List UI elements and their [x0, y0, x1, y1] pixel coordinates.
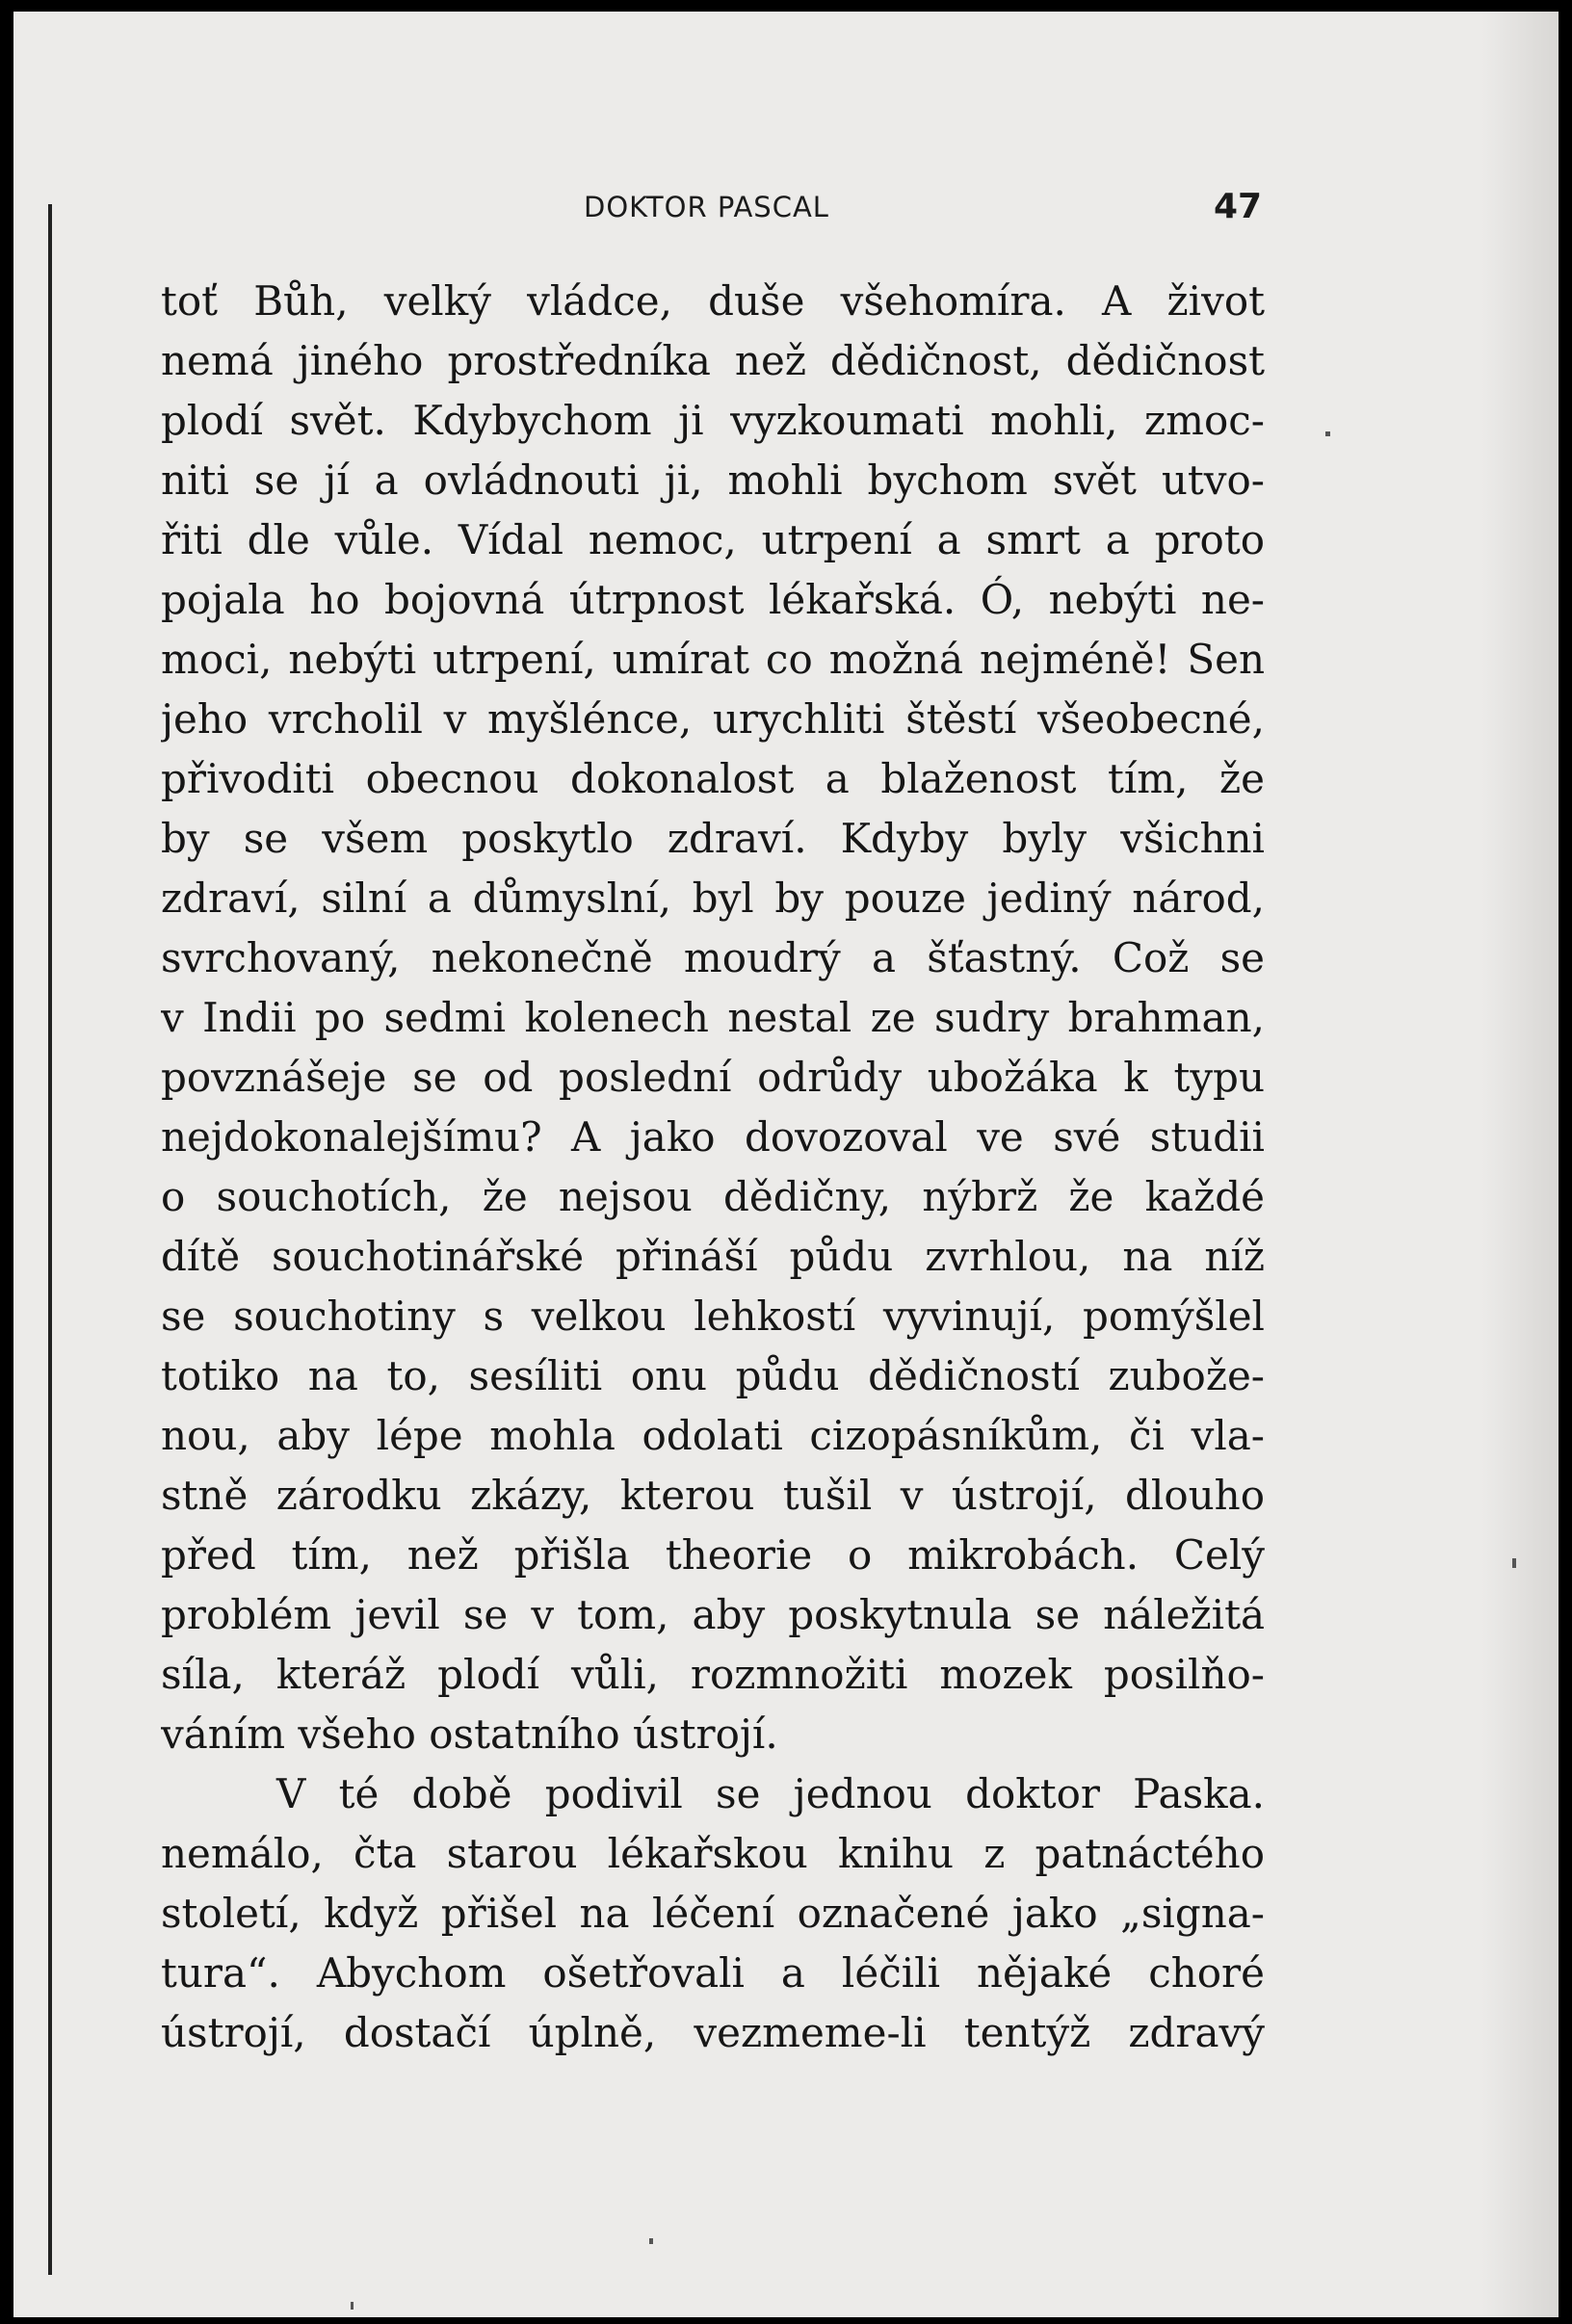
page-header — [13, 187, 1559, 233]
text-line: totiko na to, sesíliti onu půdu dědičností zubože- — [161, 1352, 1265, 1399]
text-line: řiti dle vůle. Vídal nemoc, utrpení a smrt a proto — [161, 516, 1265, 563]
paper-sheet — [13, 12, 1559, 2317]
text-line: niti se jí a ovládnouti ji, mohli bychom svět utvo- — [161, 457, 1265, 504]
text-line: svrchovaný, nekonečně moudrý a šťastný. Což se — [161, 934, 1265, 981]
scan-speck — [1512, 1558, 1516, 1568]
scan-speck — [649, 2238, 653, 2244]
binding-edge — [48, 204, 52, 2275]
text-line: v Indii po sedmi kolenech nestal ze sudry brahman, — [161, 994, 1265, 1041]
text-line: dítě souchotinářské přináší půdu zvrhlou, na níž — [161, 1233, 1265, 1280]
page-edge-shadow — [1481, 12, 1559, 2317]
text-line: by se všem poskytlo zdraví. Kdyby byly všichni — [161, 815, 1265, 862]
text-line: toť Bůh, velký vládce, duše všehomíra. A život — [161, 277, 1265, 325]
text-line: problém jevil se v tom, aby poskytnula se náležitá — [161, 1591, 1265, 1638]
text-line: jeho vrcholil v myšlénce, urychliti štěstí všeobecné, — [161, 695, 1265, 743]
text-line: nou, aby lépe mohla odolati cizopásníkům, či vla- — [161, 1412, 1265, 1459]
text-line: se souchotiny s velkou lehkostí vyvinují, pomýšlel — [161, 1293, 1265, 1340]
text-line: před tím, než přišla theorie o mikrobách. Celý — [161, 1531, 1265, 1579]
body-text — [161, 272, 1265, 2063]
text-line: tura“. Abychom ošetřovali a léčili nějaké choré — [161, 1949, 1265, 1997]
text-line: nejdokonalejšímu? A jako dovozoval ve své studii — [161, 1113, 1265, 1161]
text-line: síla, kteráž plodí vůli, rozmnožiti mozek posilňo- — [161, 1651, 1265, 1698]
text-line: plodí svět. Kdybychom ji vyzkoumati mohli, zmoc- — [161, 397, 1265, 444]
text-line: zdraví, silní a důmyslní, byl by pouze jediný národ, — [161, 875, 1265, 922]
scan-speck — [351, 2302, 354, 2310]
text-line: nemá jiného prostředníka než dědičnost, dědičnost — [161, 337, 1265, 384]
text-line: pojala ho bojovná útrpnost lékařská. Ó, nebýti ne- — [161, 576, 1265, 623]
text-line: století, když přišel na léčení označené jako „signa- — [161, 1890, 1265, 1937]
text-line: nemálo, čta starou lékařskou knihu z patnáctého — [161, 1830, 1265, 1877]
text-line: přivoditi obecnou dokonalost a blaženost tím, že — [161, 755, 1265, 802]
paragraph-start-line: V té době podivil se jednou doktor Paska. — [276, 1770, 1265, 1817]
text-line: moci, nebýti utrpení, umírat co možná nejméně! Sen — [161, 636, 1265, 683]
text-line: stně zárodku zkázy, kterou tušil v ústrojí, dlouho — [161, 1472, 1265, 1519]
paragraph-end-line: váním všeho ostatního ústrojí. — [161, 1710, 778, 1758]
text-line: o souchotích, že nejsou dědičny, nýbrž že každé — [161, 1173, 1265, 1220]
page-number: 47 — [1214, 187, 1263, 226]
text-line: povznášeje se od poslední odrůdy ubožáka k typu — [161, 1054, 1265, 1101]
scan-speck — [1325, 431, 1330, 436]
text-line: ústrojí, dostačí úplně, vezmeme-li tentýž zdravý — [161, 2009, 1265, 2056]
running-head: DOKTOR PASCAL — [584, 191, 829, 223]
